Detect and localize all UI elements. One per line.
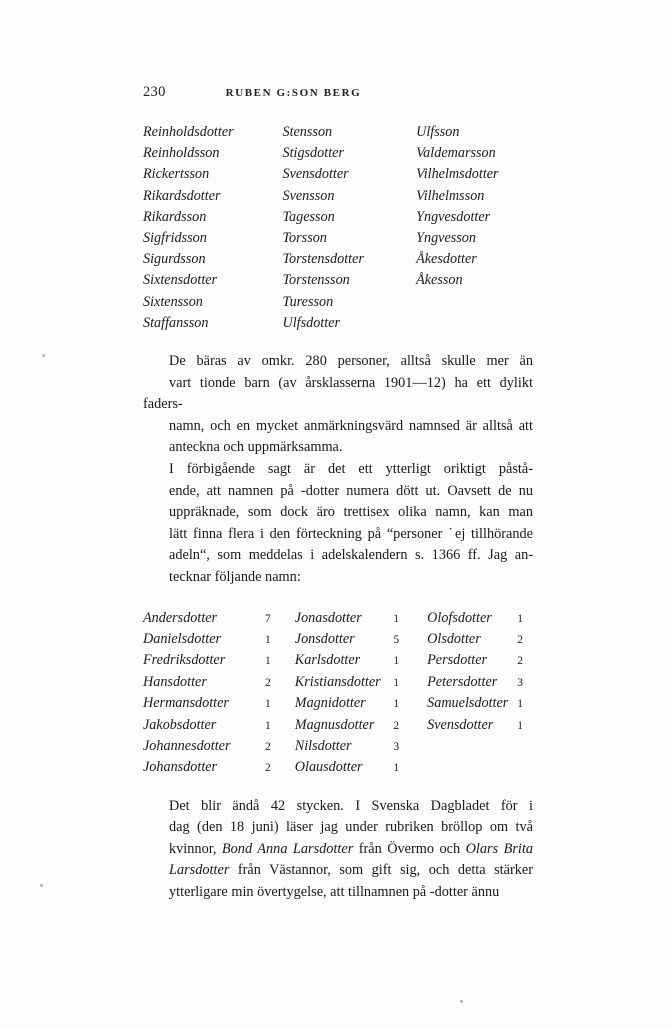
table-row xyxy=(143,693,295,714)
name-cell: Johansdotter xyxy=(143,759,218,776)
text-line: ende, att namnen på -dotter numera dött ut. Oavsett de nu xyxy=(169,482,533,499)
list-item: Åkesdotter xyxy=(416,251,477,268)
table-row xyxy=(143,650,295,671)
list-item: Torstensson xyxy=(282,272,350,289)
table-row xyxy=(143,629,295,650)
text-line xyxy=(143,860,533,882)
patronymic-name-list xyxy=(143,122,533,334)
list-item: Turesson xyxy=(282,293,334,310)
table-row xyxy=(295,672,427,693)
table-row xyxy=(143,715,295,736)
name-cell: Hermansdotter xyxy=(143,695,229,712)
emphasis-bride-name-two: Olars Brita xyxy=(465,840,533,857)
name-cell: Petersdotter xyxy=(427,673,498,690)
count-cell: 1 xyxy=(393,698,400,711)
counts-column-1 xyxy=(143,608,295,779)
list-item: Sixtensson xyxy=(143,293,203,310)
list-item: Reinholdsson xyxy=(143,145,220,162)
text-line: namn, och en mycket anmärkningsvärd namnsed är alltså att xyxy=(169,417,533,434)
list-item: Rickertsson xyxy=(143,166,210,183)
paragraph-three xyxy=(143,796,533,904)
table-row xyxy=(295,608,427,629)
list-item: Yngvesson xyxy=(416,230,476,247)
table-row xyxy=(427,650,533,671)
name-cell: Samuelsdotter xyxy=(427,695,509,712)
name-cell: Jonsdotter xyxy=(294,630,355,647)
running-head xyxy=(143,84,533,102)
emphasis-surname-continuation: Larsdotter xyxy=(169,862,230,879)
text-line: lätt finna flera i den förteckning på “personer ˙ej tillhörande xyxy=(169,525,533,542)
text-line: De bäras av omkr. 280 personer, alltså skulle mer än xyxy=(169,353,533,370)
table-row xyxy=(427,693,533,714)
list-item: Åkesson xyxy=(416,272,463,289)
name-cell: Karlsdotter xyxy=(294,652,361,669)
list-item: Svensson xyxy=(282,187,335,204)
text-line: anteckna och uppmärksamma. xyxy=(169,439,343,456)
count-cell: 3 xyxy=(393,740,400,753)
count-cell: 2 xyxy=(517,633,523,646)
text-line: Det blir ändå 42 stycken. I Svenska Dagbladet för i xyxy=(169,797,533,814)
text-line: dag (den 18 juni) läser jag under rubriken bröllop om två xyxy=(169,819,533,836)
scan-speck xyxy=(460,1000,463,1003)
count-cell: 2 xyxy=(517,655,523,668)
text-line: I förbigående sagt är det ett ytterligt oriktigt påstå- xyxy=(169,461,533,477)
scan-speck xyxy=(42,354,45,357)
table-row xyxy=(143,608,295,629)
name-cell: Olsdotter xyxy=(427,630,481,647)
list-item: Stigsdotter xyxy=(282,145,344,162)
name-cell: Magnidotter xyxy=(294,695,366,712)
list-item: Sixtensdotter xyxy=(143,272,218,289)
list-item: Ulfsson xyxy=(416,124,460,140)
table-row xyxy=(295,650,427,671)
text-line: adeln“, som meddelas i adelskalendern s. 1366 ff. Jag an- xyxy=(169,547,533,564)
text-line: ytterligare min övertygelse, att tillnamnen på -dotter ännu xyxy=(169,884,500,901)
name-cell: Nilsdotter xyxy=(294,737,352,754)
table-row xyxy=(143,736,295,757)
count-cell: 1 xyxy=(393,612,400,625)
name-cell: Johannesdotter xyxy=(143,737,231,754)
text-fragment: från Övermo och xyxy=(353,840,466,857)
name-list-column-1 xyxy=(143,122,282,334)
list-item: Tagesson xyxy=(282,208,335,225)
list-item: Svensdotter xyxy=(282,166,349,183)
table-row xyxy=(427,672,533,693)
list-item: Staffansson xyxy=(143,314,209,331)
name-cell: Danielsdotter xyxy=(143,630,222,647)
list-item: Sigfridsson xyxy=(143,230,207,247)
name-cell: Jakobsdotter xyxy=(143,716,217,733)
table-row xyxy=(143,757,295,778)
name-cell: Jonasdotter xyxy=(294,609,362,626)
name-cell: Olofsdotter xyxy=(427,609,492,626)
name-cell: Kristiansdotter xyxy=(294,673,381,690)
page-content xyxy=(143,84,533,904)
text-fragment: kvinnor, xyxy=(169,840,222,857)
name-list-column-3 xyxy=(416,122,533,334)
count-cell: 1 xyxy=(393,676,400,689)
table-row xyxy=(295,715,427,736)
paragraph-one xyxy=(143,351,533,459)
name-cell: Fredriksdotter xyxy=(143,652,226,669)
count-cell: 1 xyxy=(265,655,271,668)
dotter-name-counts-table xyxy=(143,608,533,779)
count-cell: 3 xyxy=(517,676,523,689)
count-cell: 1 xyxy=(265,698,271,711)
table-row xyxy=(295,757,427,778)
name-cell: Hansdotter xyxy=(143,673,207,690)
count-cell: 1 xyxy=(393,762,400,775)
table-row xyxy=(427,629,533,650)
name-cell: Olausdotter xyxy=(294,759,363,776)
list-item: Ulfsdotter xyxy=(282,314,341,331)
list-item: Valdemarsson xyxy=(416,145,496,162)
paragraph-two xyxy=(143,459,533,589)
list-item: Sigurdsson xyxy=(143,251,206,268)
count-cell: 2 xyxy=(265,676,271,689)
text-line: vart tionde barn (av årsklasserna 1901—12) ha ett dylikt faders- xyxy=(143,374,533,413)
page-number: 230 xyxy=(143,84,166,100)
list-item: Vilhelmsdotter xyxy=(416,166,499,183)
name-cell: Andersdotter xyxy=(143,609,218,626)
table-row xyxy=(295,693,427,714)
running-title: RUBEN G:SON BERG xyxy=(225,87,362,99)
text-line: tecknar följande namn: xyxy=(169,568,301,585)
table-row xyxy=(143,672,295,693)
count-cell: 5 xyxy=(393,633,400,646)
name-cell: Svensdotter xyxy=(427,716,494,733)
count-cell: 1 xyxy=(517,698,523,711)
table-row xyxy=(427,715,533,736)
list-item: Rikardsson xyxy=(143,208,207,225)
list-item: Yngvesdotter xyxy=(416,208,491,225)
name-cell: Magnusdotter xyxy=(294,716,375,733)
table-row xyxy=(295,629,427,650)
emphasis-bride-name-one: Bond Anna Larsdotter xyxy=(221,840,354,857)
list-item: Stensson xyxy=(282,124,333,140)
text-line: uppräknade, som dock äro trettisex olika namn, kan man xyxy=(169,504,533,521)
list-item: Rikardsdotter xyxy=(143,187,221,204)
count-cell: 2 xyxy=(265,762,271,775)
list-item: Torstensdotter xyxy=(282,251,364,268)
text-line xyxy=(143,839,533,861)
count-cell: 1 xyxy=(517,612,523,625)
name-cell: Persdotter xyxy=(427,652,488,669)
list-item: Reinholdsdotter xyxy=(143,124,234,140)
count-cell: 1 xyxy=(517,719,523,732)
counts-column-2 xyxy=(295,608,427,779)
text-fragment: från Västannor, som gift sig, och detta stärker xyxy=(229,862,533,879)
count-cell: 1 xyxy=(265,719,271,732)
count-cell: 1 xyxy=(393,655,400,668)
count-cell: 1 xyxy=(265,633,271,646)
list-item: Torsson xyxy=(282,230,327,247)
count-cell: 2 xyxy=(393,719,400,732)
counts-column-3 xyxy=(427,608,533,779)
table-row xyxy=(295,736,427,757)
name-list-column-2 xyxy=(282,122,416,334)
table-row xyxy=(427,608,533,629)
list-item: Vilhelmsson xyxy=(416,187,485,204)
scan-speck xyxy=(40,884,43,887)
count-cell: 7 xyxy=(265,612,271,625)
count-cell: 2 xyxy=(265,740,271,753)
